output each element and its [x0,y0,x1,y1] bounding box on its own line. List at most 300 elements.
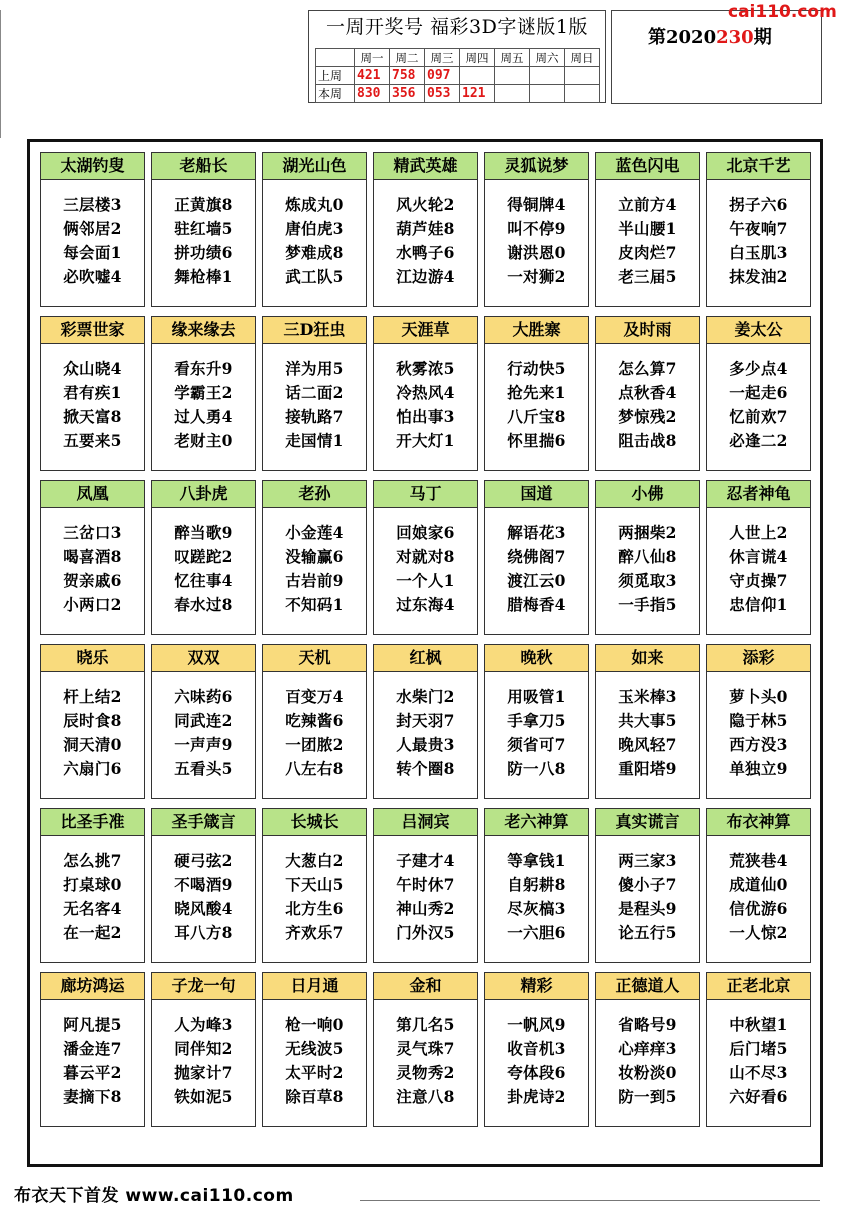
draw-number [530,67,565,85]
riddle-line: 一起走6 [729,383,788,402]
card-lines [374,521,477,617]
riddle-line: 门外汉5 [396,923,455,942]
riddle-line: 用吸管1 [507,687,566,706]
issue-label [648,23,772,49]
riddle-line: 老财主0 [174,431,233,450]
riddle-card [373,152,478,307]
card-title: 八卦虎 [152,481,255,508]
riddle-line: 梦难成8 [285,243,344,262]
card-lines [707,685,810,781]
draw-number [565,67,600,85]
card-lines [485,193,588,289]
riddle-card [40,808,145,963]
riddle-card [706,972,811,1127]
card-lines [707,357,810,453]
riddle-line: 炼成丸0 [285,195,344,214]
card-title: 大胜寨 [485,317,588,344]
card-lines [152,357,255,453]
riddle-card [595,152,700,307]
card-lines [485,357,588,453]
card-title: 吕洞宾 [374,809,477,836]
row-label: 本周 [316,85,355,103]
riddle-card [373,972,478,1127]
draw-number [495,85,530,103]
card-lines [596,193,699,289]
riddle-line: 没输赢6 [285,547,344,566]
riddle-line: 注意八8 [396,1087,455,1106]
card-title: 老六神算 [485,809,588,836]
card-title: 国道 [485,481,588,508]
riddle-card [262,152,367,307]
riddle-line: 怕出事3 [396,407,455,426]
card-lines [485,849,588,945]
riddle-line: 论五行5 [618,923,677,942]
riddle-card [262,480,367,635]
card-lines [263,685,366,781]
card-lines [374,193,477,289]
riddle-line: 封天羽7 [396,711,455,730]
riddle-card [151,316,256,471]
riddle-line: 立前方4 [618,195,677,214]
riddle-line: 渡江云0 [507,571,566,590]
riddle-line: 抹发油2 [729,267,788,286]
riddle-line: 叹蹉跎2 [174,547,233,566]
riddle-card [595,316,700,471]
riddle-line: 子建才4 [396,851,455,870]
riddle-line: 信优游6 [729,899,788,918]
riddle-line: 重阳塔9 [618,759,677,778]
riddle-line: 打桌球0 [63,875,122,894]
issue-number: 230 [716,27,754,48]
riddle-line: 单独立9 [729,759,788,778]
row-label: 上周 [316,67,355,85]
riddle-line: 怀里揣6 [507,431,566,450]
riddle-card [40,972,145,1127]
card-lines [707,849,810,945]
riddle-line: 耳八方8 [174,923,233,942]
riddle-line: 灵气珠7 [396,1039,455,1058]
riddle-line: 舞枪棒1 [174,267,233,286]
card-lines [41,685,144,781]
riddle-line: 隐于林5 [729,711,788,730]
card-title: 廊坊鸿运 [41,973,144,1000]
card-title: 日月通 [263,973,366,1000]
riddle-line: 暮云平2 [63,1063,122,1082]
riddle-line: 六扇门6 [63,759,122,778]
card-title: 小佛 [596,481,699,508]
riddle-line: 尽灰槁3 [507,899,566,918]
riddle-line: 北方生6 [285,899,344,918]
card-lines [41,521,144,617]
riddle-line: 成道仙0 [729,875,788,894]
riddle-line: 神山秀2 [396,899,455,918]
day-header: 周六 [530,49,565,67]
riddle-line: 接轨路7 [285,407,344,426]
riddle-line: 荒狭巷4 [729,851,788,870]
riddle-line: 下天山5 [285,875,344,894]
riddle-line: 六好看6 [729,1087,788,1106]
card-title: 三D狂虫 [263,317,366,344]
riddle-card [595,808,700,963]
riddle-line: 潘金连7 [63,1039,122,1058]
riddle-line: 妆粉淡0 [618,1063,677,1082]
riddle-line: 无线波5 [285,1039,344,1058]
riddle-line: 水鸭子6 [396,243,455,262]
riddle-card [706,480,811,635]
riddle-line: 过人勇4 [174,407,233,426]
riddle-line: 解语花3 [507,523,566,542]
card-title: 灵狐说梦 [485,153,588,180]
card-title: 如来 [596,645,699,672]
riddle-card [595,480,700,635]
card-title: 正德道人 [596,973,699,1000]
riddle-line: 春水过8 [174,595,233,614]
riddle-line: 多少点4 [729,359,788,378]
riddle-line: 第几名5 [396,1015,455,1034]
card-title: 缘来缘去 [152,317,255,344]
riddle-line: 洞天清0 [63,735,122,754]
riddle-line: 午时休7 [396,875,455,894]
riddle-line: 硬弓弦2 [174,851,233,870]
riddle-line: 守贞操7 [729,571,788,590]
riddle-card [373,644,478,799]
riddle-line: 唐伯虎3 [285,219,344,238]
riddle-line: 傻小子7 [618,875,677,894]
riddle-line: 人世上2 [729,523,788,542]
draw-number: 421 [355,67,390,85]
card-lines [374,849,477,945]
card-lines [152,1013,255,1109]
riddle-line: 学霸王2 [174,383,233,402]
footer-rule [360,1200,820,1201]
riddle-line: 等拿钱1 [507,851,566,870]
riddle-card [706,316,811,471]
card-title: 子龙一句 [152,973,255,1000]
riddle-line: 六味药6 [174,687,233,706]
riddle-line: 萝卜头0 [729,687,788,706]
riddle-line: 忆前欢7 [729,407,788,426]
site-watermark: cai110.com [728,2,837,22]
left-margin-line [0,10,1,138]
card-lines [263,193,366,289]
card-lines [152,685,255,781]
riddle-line: 一个人1 [396,571,455,590]
riddle-line: 一帆风9 [507,1015,566,1034]
riddle-line: 阿凡提5 [63,1015,122,1034]
riddle-line: 抛家计7 [174,1063,233,1082]
riddle-line: 晚风轻7 [618,735,677,754]
riddle-line: 八左右8 [285,759,344,778]
riddle-card [151,972,256,1127]
card-lines [263,521,366,617]
riddle-line: 同武连2 [174,711,233,730]
riddle-line: 心痒痒3 [618,1039,677,1058]
issue-prefix: 第2020 [648,27,717,48]
card-title: 红枫 [374,645,477,672]
riddle-line: 怎么算7 [618,359,677,378]
card-title: 天涯草 [374,317,477,344]
riddle-line: 绕佛阁7 [507,547,566,566]
riddle-card [40,316,145,471]
riddle-line: 一人惊2 [729,923,788,942]
riddle-line: 武工队5 [285,267,344,286]
card-title: 北京千艺 [707,153,810,180]
riddle-card [262,808,367,963]
riddle-card [595,644,700,799]
card-lines [41,1013,144,1109]
riddle-line: 水柴门2 [396,687,455,706]
card-title: 晓乐 [41,645,144,672]
draw-results-table [315,48,600,103]
riddle-line: 中秋望1 [729,1015,788,1034]
riddle-line: 百变万4 [285,687,344,706]
day-header-row [316,49,600,67]
card-title: 长城长 [263,809,366,836]
riddle-line: 转个圈8 [396,759,455,778]
riddle-line: 防一八8 [507,759,566,778]
issue-panel [611,10,822,104]
draw-number: 356 [390,85,425,103]
riddle-line: 枪一响0 [285,1015,344,1034]
day-header: 周四 [460,49,495,67]
card-title: 彩票世家 [41,317,144,344]
weekly-draw-panel [308,10,606,103]
riddle-line: 驻红墙5 [174,219,233,238]
riddle-line: 大葱白2 [285,851,344,870]
riddle-card [484,808,589,963]
riddle-line: 行动快5 [507,359,566,378]
riddle-line: 后门堵5 [729,1039,788,1058]
card-lines [596,357,699,453]
riddle-line: 半山腰1 [618,219,677,238]
this-week-row [316,85,600,103]
riddle-card [484,316,589,471]
last-week-row [316,67,600,85]
draw-number: 758 [390,67,425,85]
card-lines [596,521,699,617]
card-lines [596,1013,699,1109]
card-title: 比圣手准 [41,809,144,836]
riddle-line: 醉当歌9 [174,523,233,542]
riddle-line: 午夜响7 [729,219,788,238]
riddle-line: 江边游4 [396,267,455,286]
card-lines [596,849,699,945]
card-title: 双双 [152,645,255,672]
riddle-line: 洋为用5 [285,359,344,378]
riddle-line: 不知码1 [285,595,344,614]
riddle-line: 一手指5 [618,595,677,614]
riddle-line: 必逢二2 [729,431,788,450]
card-lines [152,521,255,617]
riddle-line: 必吹嘘4 [63,267,122,286]
riddle-line: 不喝酒9 [174,875,233,894]
riddle-line: 开大灯1 [396,431,455,450]
riddle-line: 阻击战8 [618,431,677,450]
riddle-line: 每会面1 [63,243,122,262]
card-title: 忍者神龟 [707,481,810,508]
riddle-line: 走国情1 [285,431,344,450]
riddle-line: 醉八仙8 [618,547,677,566]
riddle-grid [27,139,823,1167]
riddle-line: 妻摘下8 [63,1087,122,1106]
riddle-line: 齐欢乐7 [285,923,344,942]
card-lines [152,849,255,945]
card-lines [485,685,588,781]
riddle-line: 点秋香4 [618,383,677,402]
riddle-line: 叫不停9 [507,219,566,238]
riddle-card [484,480,589,635]
panel-title: 一周开奖号 福彩3D字谜版1版 [326,16,588,38]
riddle-line: 掀天富8 [63,407,122,426]
riddle-line: 腊梅香4 [507,595,566,614]
riddle-line: 收音机3 [507,1039,566,1058]
riddle-card [40,152,145,307]
riddle-line: 三岔口3 [63,523,122,542]
card-title: 布衣神算 [707,809,810,836]
card-title: 真实谎言 [596,809,699,836]
riddle-line: 晓风酸4 [174,899,233,918]
card-title: 姜太公 [707,317,810,344]
riddle-line: 辰时食8 [63,711,122,730]
card-title: 添彩 [707,645,810,672]
riddle-line: 对就对8 [396,547,455,566]
riddle-line: 白玉肌3 [729,243,788,262]
riddle-line: 须省可7 [507,735,566,754]
riddle-card [373,808,478,963]
riddle-line: 怎么挑7 [63,851,122,870]
riddle-line: 忠信仰1 [729,595,788,614]
card-lines [41,357,144,453]
riddle-line: 话二面2 [285,383,344,402]
card-lines [263,357,366,453]
riddle-line: 一六胆6 [507,923,566,942]
riddle-line: 正黄旗8 [174,195,233,214]
day-header: 周五 [495,49,530,67]
riddle-line: 自躬耕8 [507,875,566,894]
riddle-line: 手拿刀5 [507,711,566,730]
riddle-line: 忆往事4 [174,571,233,590]
card-lines [596,685,699,781]
riddle-line: 人最贵3 [396,735,455,754]
riddle-line: 一团脓2 [285,735,344,754]
draw-number: 053 [425,85,460,103]
riddle-line: 须觅取3 [618,571,677,590]
riddle-card [484,644,589,799]
riddle-line: 省略号9 [618,1015,677,1034]
riddle-line: 五看头5 [174,759,233,778]
riddle-card [373,316,478,471]
riddle-line: 拐子六6 [729,195,788,214]
riddle-line: 小金莲4 [285,523,344,542]
riddle-line: 是程头9 [618,899,677,918]
riddle-line: 两捆柴2 [618,523,677,542]
riddle-card [373,480,478,635]
draw-number: 830 [355,85,390,103]
riddle-card [484,152,589,307]
riddle-line: 众山晓4 [63,359,122,378]
riddle-line: 灵物秀2 [396,1063,455,1082]
corner-cell [316,49,355,67]
riddle-card [262,644,367,799]
card-title: 马丁 [374,481,477,508]
riddle-line: 秋雾浓5 [396,359,455,378]
card-lines [374,685,477,781]
day-header: 周二 [390,49,425,67]
riddle-line: 老三届5 [618,267,677,286]
riddle-line: 太平时2 [285,1063,344,1082]
draw-number: 097 [425,67,460,85]
day-header: 周三 [425,49,460,67]
riddle-card [706,808,811,963]
riddle-card [40,644,145,799]
card-title: 老船长 [152,153,255,180]
card-lines [152,193,255,289]
riddle-line: 过东海4 [396,595,455,614]
riddle-line: 小两口2 [63,595,122,614]
card-title: 精彩 [485,973,588,1000]
riddle-line: 同伴知2 [174,1039,233,1058]
riddle-line: 抢先来1 [507,383,566,402]
riddle-card [151,808,256,963]
riddle-line: 防一到5 [618,1087,677,1106]
riddle-line: 拼功绩6 [174,243,233,262]
riddle-card [262,972,367,1127]
card-title: 天机 [263,645,366,672]
draw-number [495,67,530,85]
card-title: 精武英雄 [374,153,477,180]
card-lines [707,1013,810,1109]
card-lines [263,849,366,945]
riddle-card [151,644,256,799]
riddle-line: 回娘家6 [396,523,455,542]
riddle-line: 君有疾1 [63,383,122,402]
riddle-line: 西方没3 [729,735,788,754]
issue-suffix: 期 [753,27,772,48]
riddle-card [151,152,256,307]
card-lines [263,1013,366,1109]
riddle-line: 古岩前9 [285,571,344,590]
riddle-line: 共大事5 [618,711,677,730]
riddle-line: 冷热风4 [396,383,455,402]
card-title: 金和 [374,973,477,1000]
card-lines [707,193,810,289]
riddle-line: 无名客4 [63,899,122,918]
day-header: 周日 [565,49,600,67]
card-title: 及时雨 [596,317,699,344]
riddle-line: 铁如泥5 [174,1087,233,1106]
card-title: 晚秋 [485,645,588,672]
footer-credit: 布衣天下首发 www.cai110.com [14,1186,294,1206]
riddle-line: 得铜牌4 [507,195,566,214]
riddle-line: 山不尽3 [729,1063,788,1082]
draw-number [565,85,600,103]
riddle-line: 吃辣酱6 [285,711,344,730]
card-lines [41,849,144,945]
riddle-line: 卦虎诗2 [507,1087,566,1106]
card-title: 湖光山色 [263,153,366,180]
riddle-line: 梦惊残2 [618,407,677,426]
card-title: 太湖钓叟 [41,153,144,180]
day-header: 周一 [355,49,390,67]
riddle-line: 在一起2 [63,923,122,942]
riddle-line: 夸体段6 [507,1063,566,1082]
card-title: 凤凰 [41,481,144,508]
riddle-line: 俩邻居2 [63,219,122,238]
card-title: 老孙 [263,481,366,508]
riddle-line: 八斤宝8 [507,407,566,426]
riddle-line: 喝喜酒8 [63,547,122,566]
riddle-line: 风火轮2 [396,195,455,214]
